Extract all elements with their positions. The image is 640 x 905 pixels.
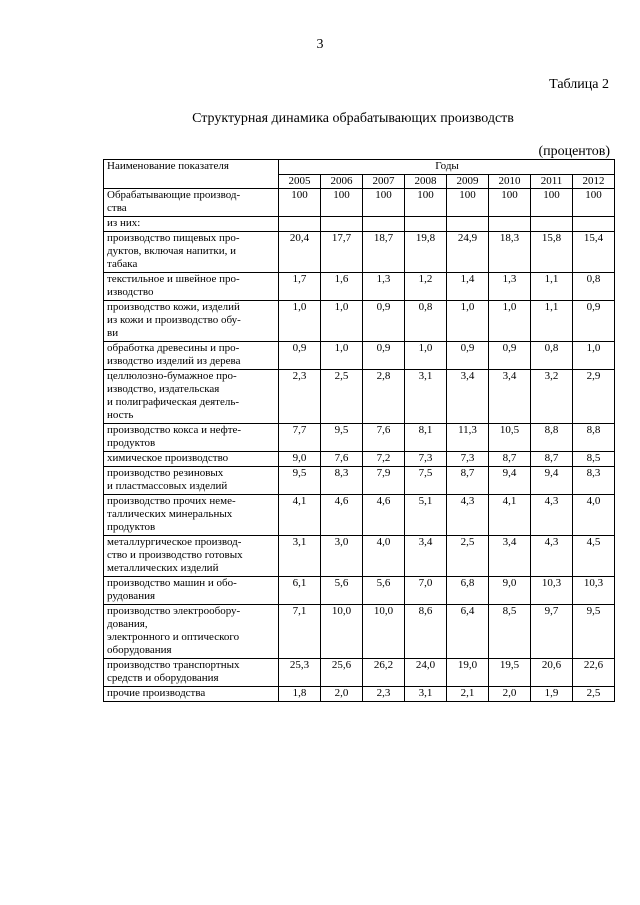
table-cell: 2,5	[573, 687, 615, 702]
table-cell: 24,9	[447, 232, 489, 273]
table-cell: 7,6	[363, 424, 405, 452]
table-cell: 1,1	[531, 273, 573, 301]
table-cell: 0,8	[573, 273, 615, 301]
table-cell: 4,5	[573, 536, 615, 577]
table-cell: 8,3	[573, 467, 615, 495]
row-label: Обрабатывающие производ- ства	[104, 189, 279, 217]
table-cell	[573, 217, 615, 232]
table-cell: 2,5	[447, 536, 489, 577]
table-cell: 10,3	[531, 577, 573, 605]
row-label: производство кожи, изделий из кожи и производство обу- ви	[104, 301, 279, 342]
table-cell: 1,2	[405, 273, 447, 301]
table-cell: 100	[489, 189, 531, 217]
table-cell: 8,3	[321, 467, 363, 495]
table-cell: 0,8	[405, 301, 447, 342]
table-cell	[363, 217, 405, 232]
table-cell: 2,8	[363, 370, 405, 424]
table-row	[104, 536, 615, 577]
year-header: 2006	[321, 175, 363, 189]
table-cell: 7,6	[321, 452, 363, 467]
table-cell: 4,3	[447, 495, 489, 536]
table-cell: 1,0	[489, 301, 531, 342]
table-cell: 7,3	[447, 452, 489, 467]
row-label: химическое производство	[104, 452, 279, 467]
table-cell: 6,8	[447, 577, 489, 605]
table-cell: 100	[363, 189, 405, 217]
table-cell: 9,7	[531, 605, 573, 659]
year-header: 2012	[573, 175, 615, 189]
table-cell: 8,8	[531, 424, 573, 452]
table-cell: 8,1	[405, 424, 447, 452]
table-cell: 1,0	[405, 342, 447, 370]
table-cell: 100	[279, 189, 321, 217]
units-label: (процентов)	[538, 144, 610, 159]
row-label: производство электрообору- дования, электронного и оптического оборудования	[104, 605, 279, 659]
table-cell: 0,9	[279, 342, 321, 370]
table-row	[104, 577, 615, 605]
table-cell: 0,9	[489, 342, 531, 370]
table-cell: 9,5	[573, 605, 615, 659]
table-cell: 7,7	[279, 424, 321, 452]
year-header: 2011	[531, 175, 573, 189]
table-cell: 10,0	[363, 605, 405, 659]
table-cell: 3,4	[405, 536, 447, 577]
table-cell: 4,0	[573, 495, 615, 536]
table-cell: 4,1	[279, 495, 321, 536]
table-cell: 26,2	[363, 659, 405, 687]
table-cell: 1,9	[531, 687, 573, 702]
table-cell: 9,0	[489, 577, 531, 605]
table-cell: 0,9	[447, 342, 489, 370]
table-cell: 3,1	[279, 536, 321, 577]
table-cell	[279, 217, 321, 232]
table-cell: 20,4	[279, 232, 321, 273]
table-row	[104, 452, 615, 467]
table-cell: 10,3	[573, 577, 615, 605]
row-label: из них:	[104, 217, 279, 232]
table-cell: 2,1	[447, 687, 489, 702]
row-label: целлюлозно-бумажное про- изводство, издательская и полиграфическая деятель- ность	[104, 370, 279, 424]
table-cell: 24,0	[405, 659, 447, 687]
table-cell: 3,0	[321, 536, 363, 577]
row-label: прочие производства	[104, 687, 279, 702]
table-cell: 7,2	[363, 452, 405, 467]
table-row	[104, 424, 615, 452]
row-label: производство прочих неме- таллических минеральных продуктов	[104, 495, 279, 536]
table-cell: 8,5	[573, 452, 615, 467]
table-cell: 9,5	[321, 424, 363, 452]
table-cell: 7,3	[405, 452, 447, 467]
table-label: Таблица 2	[549, 77, 609, 92]
table-row	[104, 687, 615, 702]
table-cell: 2,0	[489, 687, 531, 702]
table-row	[104, 232, 615, 273]
table-cell: 10,5	[489, 424, 531, 452]
table-cell: 1,0	[279, 301, 321, 342]
table-cell: 7,0	[405, 577, 447, 605]
table-cell: 1,4	[447, 273, 489, 301]
table-cell: 0,9	[363, 342, 405, 370]
table-cell: 100	[405, 189, 447, 217]
year-header: 2005	[279, 175, 321, 189]
table-cell: 100	[531, 189, 573, 217]
row-label: производство кокса и нефте- продуктов	[104, 424, 279, 452]
table-row	[104, 273, 615, 301]
table-cell	[405, 217, 447, 232]
page-number: 3	[316, 37, 324, 52]
table-row	[104, 467, 615, 495]
row-label: производство машин и обо- рудования	[104, 577, 279, 605]
table-cell: 8,8	[573, 424, 615, 452]
table-cell: 1,0	[447, 301, 489, 342]
table-cell: 8,6	[405, 605, 447, 659]
table-cell: 1,7	[279, 273, 321, 301]
table-cell: 3,4	[489, 536, 531, 577]
table-cell: 2,3	[363, 687, 405, 702]
table-cell: 19,0	[447, 659, 489, 687]
column-header-years: Годы	[279, 160, 615, 175]
table-cell: 4,6	[321, 495, 363, 536]
table-cell: 9,0	[279, 452, 321, 467]
table-body	[104, 189, 615, 702]
table-cell: 100	[573, 189, 615, 217]
table-cell: 19,5	[489, 659, 531, 687]
table-cell: 8,7	[447, 467, 489, 495]
table-row	[104, 370, 615, 424]
row-label: производство транспортных средств и оборудования	[104, 659, 279, 687]
table-cell	[321, 217, 363, 232]
year-header: 2007	[363, 175, 405, 189]
table-cell: 11,3	[447, 424, 489, 452]
table-row	[104, 342, 615, 370]
table-cell: 1,3	[489, 273, 531, 301]
table-row	[104, 495, 615, 536]
table-cell: 100	[321, 189, 363, 217]
table-cell: 1,3	[363, 273, 405, 301]
table-cell: 6,4	[447, 605, 489, 659]
table-row	[104, 659, 615, 687]
table-cell: 1,0	[321, 301, 363, 342]
table-cell: 20,6	[531, 659, 573, 687]
table-cell: 4,3	[531, 536, 573, 577]
table-cell: 25,6	[321, 659, 363, 687]
table-row	[104, 217, 615, 232]
table-cell: 4,1	[489, 495, 531, 536]
table-cell: 8,5	[489, 605, 531, 659]
table-cell: 0,9	[363, 301, 405, 342]
year-header: 2010	[489, 175, 531, 189]
column-header-name: Наименование показателя	[104, 160, 279, 189]
table-cell: 8,7	[531, 452, 573, 467]
row-label: металлургическое производ- ство и производство готовых металлических изделий	[104, 536, 279, 577]
table-cell: 15,8	[531, 232, 573, 273]
table-cell: 1,6	[321, 273, 363, 301]
table-cell: 18,7	[363, 232, 405, 273]
table-cell: 5,1	[405, 495, 447, 536]
table-row	[104, 301, 615, 342]
table-cell: 3,4	[489, 370, 531, 424]
table-cell: 9,4	[531, 467, 573, 495]
table-cell: 2,0	[321, 687, 363, 702]
table-cell: 4,6	[363, 495, 405, 536]
table-cell: 5,6	[363, 577, 405, 605]
table-cell: 2,9	[573, 370, 615, 424]
table-cell: 4,0	[363, 536, 405, 577]
table-cell: 1,8	[279, 687, 321, 702]
table-cell: 9,4	[489, 467, 531, 495]
table-cell: 25,3	[279, 659, 321, 687]
row-label: обработка древесины и про- изводство изделий из дерева	[104, 342, 279, 370]
table-cell: 1,0	[321, 342, 363, 370]
row-label: производство пищевых про- дуктов, включая напитки, и табака	[104, 232, 279, 273]
table-cell: 0,9	[573, 301, 615, 342]
table-cell: 18,3	[489, 232, 531, 273]
table-cell: 3,1	[405, 687, 447, 702]
table-cell	[447, 217, 489, 232]
row-label: производство резиновых и пластмассовых изделий	[104, 467, 279, 495]
table-row	[104, 605, 615, 659]
table-cell: 15,4	[573, 232, 615, 273]
year-header: 2009	[447, 175, 489, 189]
table-cell: 0,8	[531, 342, 573, 370]
table-cell: 10,0	[321, 605, 363, 659]
table-cell: 2,5	[321, 370, 363, 424]
table-row	[104, 189, 615, 217]
table-cell: 4,3	[531, 495, 573, 536]
table-cell: 100	[447, 189, 489, 217]
table-cell: 17,7	[321, 232, 363, 273]
table-cell: 9,5	[279, 467, 321, 495]
table-cell: 1,0	[573, 342, 615, 370]
row-label: текстильное и швейное про- изводство	[104, 273, 279, 301]
table-cell: 5,6	[321, 577, 363, 605]
table-cell	[531, 217, 573, 232]
year-header: 2008	[405, 175, 447, 189]
table-cell: 8,7	[489, 452, 531, 467]
table-cell	[489, 217, 531, 232]
table-cell: 3,1	[405, 370, 447, 424]
table-cell: 3,4	[447, 370, 489, 424]
table-cell: 2,3	[279, 370, 321, 424]
document-title: Структурная динамика обрабатывающих производств	[192, 111, 514, 126]
table-cell: 19,8	[405, 232, 447, 273]
data-table	[103, 159, 615, 702]
table-cell: 7,9	[363, 467, 405, 495]
table-cell: 7,1	[279, 605, 321, 659]
table-cell: 3,2	[531, 370, 573, 424]
table-cell: 22,6	[573, 659, 615, 687]
table-cell: 1,1	[531, 301, 573, 342]
table-cell: 7,5	[405, 467, 447, 495]
table-cell: 6,1	[279, 577, 321, 605]
